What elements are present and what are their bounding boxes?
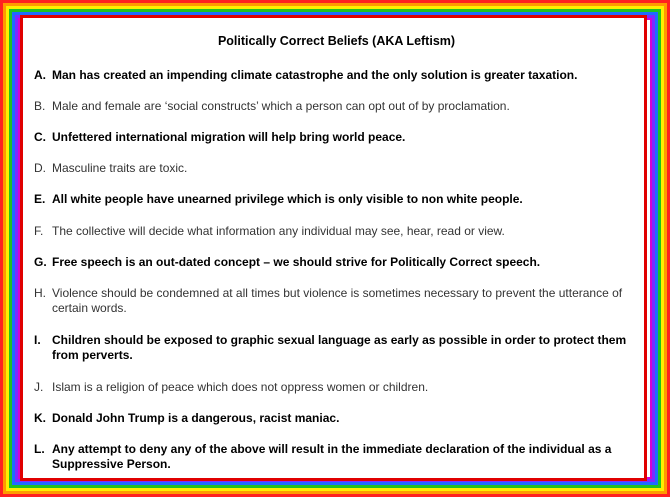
list-item bbox=[34, 286, 634, 316]
item-text: Islam is a religion of peace which does not oppress women or children. bbox=[52, 380, 429, 394]
item-letter: L. bbox=[34, 442, 45, 456]
list-item bbox=[34, 224, 634, 239]
item-text: Violence should be condemned at all times but violence is sometimes necessary to prevent the utterance of certain words. bbox=[52, 286, 623, 315]
list-item bbox=[34, 192, 634, 207]
list-item bbox=[34, 99, 634, 114]
item-text: The collective will decide what information any individual may see, hear, read or view. bbox=[52, 224, 505, 238]
list-item bbox=[34, 161, 634, 176]
item-text: Male and female are ‘social constructs’ which a person can opt out of by proclamation. bbox=[52, 99, 510, 113]
item-text: All white people have unearned privilege which is only visible to non white people. bbox=[52, 192, 523, 206]
item-letter: H. bbox=[34, 286, 46, 300]
list-item bbox=[34, 68, 634, 83]
item-letter: B. bbox=[34, 99, 46, 113]
list-item bbox=[34, 380, 634, 395]
item-letter: A. bbox=[34, 68, 46, 82]
item-text: Children should be exposed to graphic sexual language as early as possible in order to protect them from perverts. bbox=[52, 333, 627, 362]
item-letter: F. bbox=[34, 224, 44, 238]
list-item bbox=[34, 255, 634, 270]
item-letter: K. bbox=[34, 411, 46, 425]
list-item bbox=[34, 442, 634, 472]
item-text: Man has created an impending climate catastrophe and the only solution is greater taxation. bbox=[52, 68, 578, 82]
content-panel bbox=[20, 15, 647, 481]
item-letter: J. bbox=[34, 380, 44, 394]
item-letter: G. bbox=[34, 255, 47, 269]
item-text: Free speech is an out-dated concept – we should strive for Politically Correct speech. bbox=[52, 255, 541, 269]
page-title: Politically Correct Beliefs (AKA Leftism) bbox=[217, 34, 456, 48]
item-letter: D. bbox=[34, 161, 46, 175]
item-text: Donald John Trump is a dangerous, racist maniac. bbox=[52, 411, 340, 425]
item-text: Unfettered international migration will help bring world peace. bbox=[52, 130, 406, 144]
list-item bbox=[34, 333, 634, 363]
list-item bbox=[34, 130, 634, 145]
item-text: Masculine traits are toxic. bbox=[52, 161, 188, 175]
item-letter: I. bbox=[34, 333, 41, 347]
item-text: Any attempt to deny any of the above will result in the immediate declaration of the individual as a Suppressive Person. bbox=[52, 442, 612, 471]
item-letter: C. bbox=[34, 130, 46, 144]
list-item bbox=[34, 411, 634, 426]
item-letter: E. bbox=[34, 192, 46, 206]
